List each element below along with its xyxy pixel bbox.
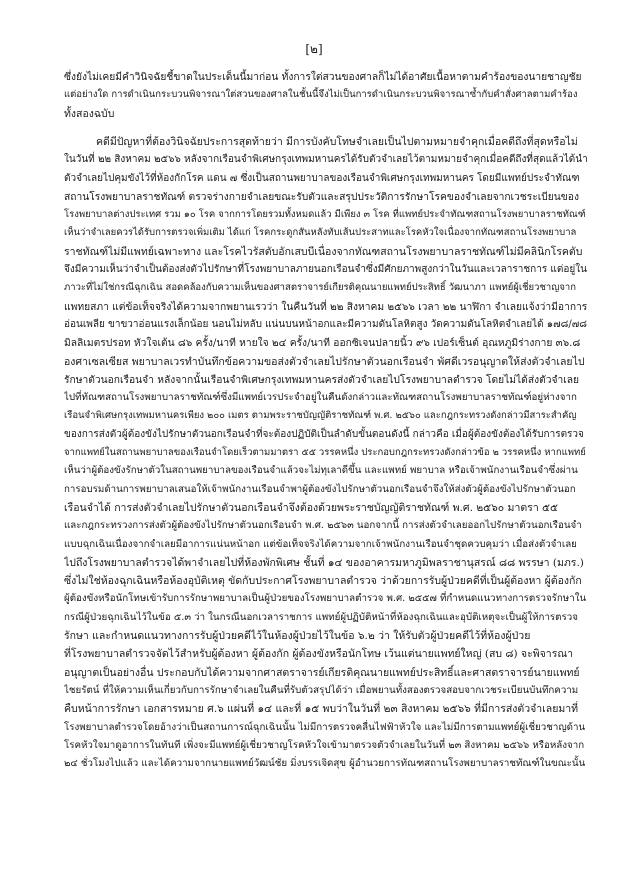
text-line: แพทยสภา แต่ข้อเท็จจริงได้ความจากพยานเรวว่า ในคืนวันที่ ๒๒ สิงหาคม ๒๕๖๖ เวลา ๒๒ นาฬิกา จำเลยแจ้งว่ามีอาการ [64, 300, 588, 313]
text-line: อนุญาตเป็นอย่างอื่น ประกอบกับได้ความจากศาสตราจารย์เกียรติคุณนายแพทย์ประสิทธิ์และศาสตราจารย์นายแพทย์ [64, 666, 580, 679]
text-line: ที่โรงพยาบาลตำรวจจัดไว้สำหรับผู้ต้องหา ผู้ต้องกัก ผู้ต้องขังหรือนักโทษ เว้นแต่นายแพทย์ใหญ่ (สบ ๘) จะพิจารณา [64, 648, 573, 661]
text-line: ไชยรัตน์ ที่ให้ความเห็นเกี่ยวกับการรักษาจำเลยในคืนที่รับตัวสรุปได้ว่า เมื่อพยานทั้งสองตรวจสอบจากเวชระเบียนบันทึกความ [64, 684, 579, 696]
paragraph-2 [64, 133, 588, 773]
text-line: คดีมีปัญหาที่ต้องวินิจฉัยประการสุดท้ายว่า มีการบังคับโทษจำเลยเป็นไปตามหมายจำคุกเมื่อคดีถึงที่สุดหรือไม่ [96, 136, 578, 148]
text-line: ภาวะที่ไม่ใช่กรณีฉุกเฉิน สอดคล้องกับความเห็นของศาสตราจารย์เกียรติคุณนายแพทย์ประสิทธิ์ วัฒนาภา แพทย์ผู้เชี่ยวชาญจาก [64, 282, 576, 294]
text-line: แบบฉุกเฉินเนื่องจากจำเลยมีอาการแน่นหน้าอก แต่ข้อเท็จจริงได้ความจากเจ้าพนักงานเรือนจำชุดควบคุมว่า เมื่อส่งตัวจำเลย [64, 538, 577, 550]
text-line: และกฎกระทรวงการส่งตัวผู้ต้องขังไปรักษาตัวนอกเรือนจำ พ.ศ. ๒๕๖๓ นอกจากนี้ การส่งตัวจำเลยออกไปรักษาตัวนอกเรือนจำ [64, 520, 582, 532]
text-line: คืบหน้าการรักษา เอกสารหมาย ศ.๖ แผ่นที่ ๑๔ และที่ ๑๕ พบว่าในวันที่ ๒๓ สิงหาคม ๒๕๖๖ ที่มีการส่งตัวจำเลยมาที่ [64, 703, 579, 716]
text-line: เห็นว่าผู้ต้องขังรักษาตัวในสถานพยาบาลของเรือนจำแล้วจะไม่ทุเลาดีขึ้น และแพทย์ พยาบาล หรือเจ้าพนักงานเรือนจำซึ่งผ่าน [64, 465, 578, 477]
text-line: ซึ่งยังไม่เคยมีคำวินิจฉัยชี้ขาดในประเด็นนี้มาก่อน ทั้งการใต่สวนของศาลก็ไม่ได้อาศัยเนื้อหาตามคำร้องของนายชาญชัย [64, 71, 582, 83]
text-line: โรคหัวใจมาดูอาการในทันที เพิ่งจะมีแพทย์ผู้เชี่ยวชาญโรคหัวใจเข้ามาตรวจตัวจำเลยในวันที่ ๒๓ สิงหาคม ๒๕๖๖ หรือหลังจาก [64, 739, 585, 751]
text-line: องศาเซลเซียส พยาบาลเวรทำบันทึกข้อความขอส่งตัวจำเลยไปรักษาตัวนอกเรือนจำ พัศดีเวรอนุญาตให้ส่งตัวจำเลยไป [64, 355, 585, 368]
text-line: จากแพทย์ในสถานพยาบาลของเรือนจำโดยเร็วตามมาตรา ๕๕ วรรคหนึ่ง ประกอบกฎกระทรวงดังกล่าวข้อ ๒ วรรคหนึ่ง หากแพทย์ [64, 447, 586, 459]
text-line: การอบรมด้านการพยาบาลเสนอให้เจ้าพนักงานเรือนจำพาผู้ต้องขังไปรักษาตัวนอกเรือนจำจึงให้ส่งตัวผู้ต้องขังไปรักษาตัวนอก [64, 483, 576, 495]
text-line: ของการส่งตัวผู้ต้องขังไปรักษาตัวนอกเรือนจำที่จะต้องปฏิบัติเป็นลำดับขั้นตอนดังนี้ กล่าวคือ เมื่อผู้ต้องขังต้องได้รับการตรวจ [64, 428, 584, 440]
text-line: ๒๔ ชั่วโมงไปแล้ว และได้ความจากนายแพทย์วัฒน์ชัย มิ่งบรรเจิดสุข ผู้อำนวยการทัณฑสถานโรงพยาบาลราชทัณฑ์ในขณะนั้น [64, 758, 586, 770]
text-line: จึงมีความเห็นว่าจำเป็นต้องส่งตัวไปรักษาที่โรงพยาบาลภายนอกเรือนจำซึ่งมีศักยภาพสูงกว่าในวันและเวลาราชการ แต่อยู่ใน [64, 264, 587, 276]
text-line: อ่อนเพลีย ขาขวาอ่อนแรงเล็กน้อย นอนไม่หลับ แน่นบนหน้าอกและมีความดันโลหิตสูง วัดความดันโลหิตจำเลยได้ ๑๗๘/๗๘ [64, 318, 587, 330]
paragraph-1 [64, 68, 588, 123]
text-line: ตัวจำเลยไปคุมขังไว้ที่ห้องกักโรค แดน ๗ ซึ่งเป็นสถานพยาบาลของเรือนจำพิเศษกรุงเทพมหานคร โดยมีแพทย์ประจำทัณฑ [64, 172, 580, 184]
text-line: ไปที่ทัณฑสถานโรงพยาบาลราชทัณฑ์ซึ่งมีแพทย์เวรประจำอยู่ในคืนดังกล่าวและทัณฑสถานโรงพยาบาลราชทัณฑ์อยู่ห่างจาก [64, 392, 577, 404]
text-line: รักษา และกำหนดแนวทางการรับผู้ป่วยคดีไว้ในห้องผู้ป่วยไว้ในข้อ ๖.๒ ว่า ให้รับตัวผู้ป่วยคดีไว้ที่ห้องผู้ป่วย [64, 630, 531, 643]
text-line: ทั้งสองฉบับ [64, 107, 115, 120]
text-line: โรงพยาบาลต่างประเทศ รวม ๑๐ โรค จากการโดยรวมทั้งหมดแล้ว มีเพียง ๓ โรค ที่แพทย์ประจำทัณฑสถานโรงพยาบาลราชทัณฑ์ [64, 209, 586, 221]
text-line: ในวันที่ ๒๒ สิงหาคม ๒๕๖๖ หลังจากเรือนจำพิเศษกรุงเทพมหานครได้รับตัวจำเลยไว้ตามหมายจำคุกเมื่อคดีถึงที่สุดแล้วได้นำ [64, 154, 588, 166]
text-line: รักษาตัวนอกเรือนจำ หลังจากนั้นเรือนจำพิเศษกรุงเทพมหานครส่งตัวจำเลยไปโรงพยาบาลตำรวจ โดยไม่ได้ส่งตัวจำเลย [64, 373, 580, 386]
text-line: ซึ่งไม่ใช่ห้องฉุกเฉินหรือห้องอุบัติเหตุ ขัดกับประกาศโรงพยาบาลตำรวจ ว่าด้วยการรับผู้ป่วยคดีที่เป็นผู้ต้องหา ผู้ต้องกัก [64, 575, 582, 588]
text-line: เรือนจำพิเศษกรุงเทพมหานครเพียง ๒๐๐ เมตร ตามพระราชบัญญัติราชทัณฑ์ พ.ศ. ๒๕๖๐ และกฎกระทรวงดังกล่าวมีสาระสำคัญ [64, 410, 577, 422]
text-line: แต่อย่างใด การดำเนินกระบวนพิจารณาใต่สวนของศาลในชั้นนี้จึงไม่เป็นการดำเนินกระบวนพิจารณาซ้ำกับคำสั่งศาลตามคำร้อง [64, 89, 578, 101]
text-line: มิลลิเมตรปรอท หัวใจเต้น ๘๖ ครั้ง/นาที หายใจ ๒๔ ครั้ง/นาที ออกซิเจนปลายนิ้ว ๙๖ เปอร์เซ็นต์ อุณหภูมิร่างกาย ๓๖.๘ [64, 337, 581, 350]
text-line: ราชทัณฑ์ไม่มีแพทย์เฉพาะทาง และโรคไวรัสตับอักเสบบีเนื่องจากทัณฑสถานโรงพยาบาลราชทัณฑ์ไม่มีคลินิกโรคตับ [64, 245, 583, 258]
text-line: ไปถึงโรงพยาบาลตำรวจได้พาจำเลยไปที่ห้องพักพิเศษ ชั้นที่ ๑๔ ของอาคารมหาภูมิพลราชานุสรณ์ ๘๘ พรรษา (มภร.) [64, 556, 584, 569]
text-line: ผู้ต้องขังหรือนักโทษเข้ารับการรักษาพยาบาลเป็นผู้ป่วยของโรงพยาบาลตำรวจ พ.ศ. ๒๕๕๗ ที่กำหนดแนวทางการตรวจรักษาใน [64, 593, 587, 605]
text-line: กรณีผู้ป่วยฉุกเฉินไว้ในข้อ ๕.๓ ว่า ในกรณีนอกเวลาราชการ แพทย์ผู้ปฏิบัติหน้าที่ห้องฉุกเฉินและอุบัติเหตุจะเป็นผู้ให้การตรวจ [64, 611, 578, 623]
page-number: [๒] [305, 42, 323, 56]
text-line: เรือนจำได้ การส่งตัวจำเลยไปรักษาตัวนอกเรือนจำจึงต้องด้วยพระราชบัญญัติราชทัณฑ์ พ.ศ. ๒๕๖๐ มาตรา ๕๕ [64, 501, 558, 514]
text-line: สถานโรงพยาบาลราชทัณฑ์ ตรวจร่างกายจำเลยขณะรับตัวและสรุปประวัติการรักษาโรคของจำเลยจากเวชระเบียนของ [64, 190, 579, 203]
text-line: เห็นว่าจำเลยควรได้รับการตรวจเพิ่มเติม ได้แก่ โรคกระดูกสันหลังทับเส้นประสาทและโรคหัวใจเนื่องจากทัณฑสถานโรงพยาบาล [64, 227, 577, 239]
text-line: โรงพยาบาลตำรวจโดยอ้างว่าเป็นสถานการณ์ฉุกเฉินนั้น ไม่มีการตรวจคลื่นไฟฟ้าหัวใจ และไม่มีการตามแพทย์ผู้เชี่ยวชาญด้าน [64, 721, 586, 733]
